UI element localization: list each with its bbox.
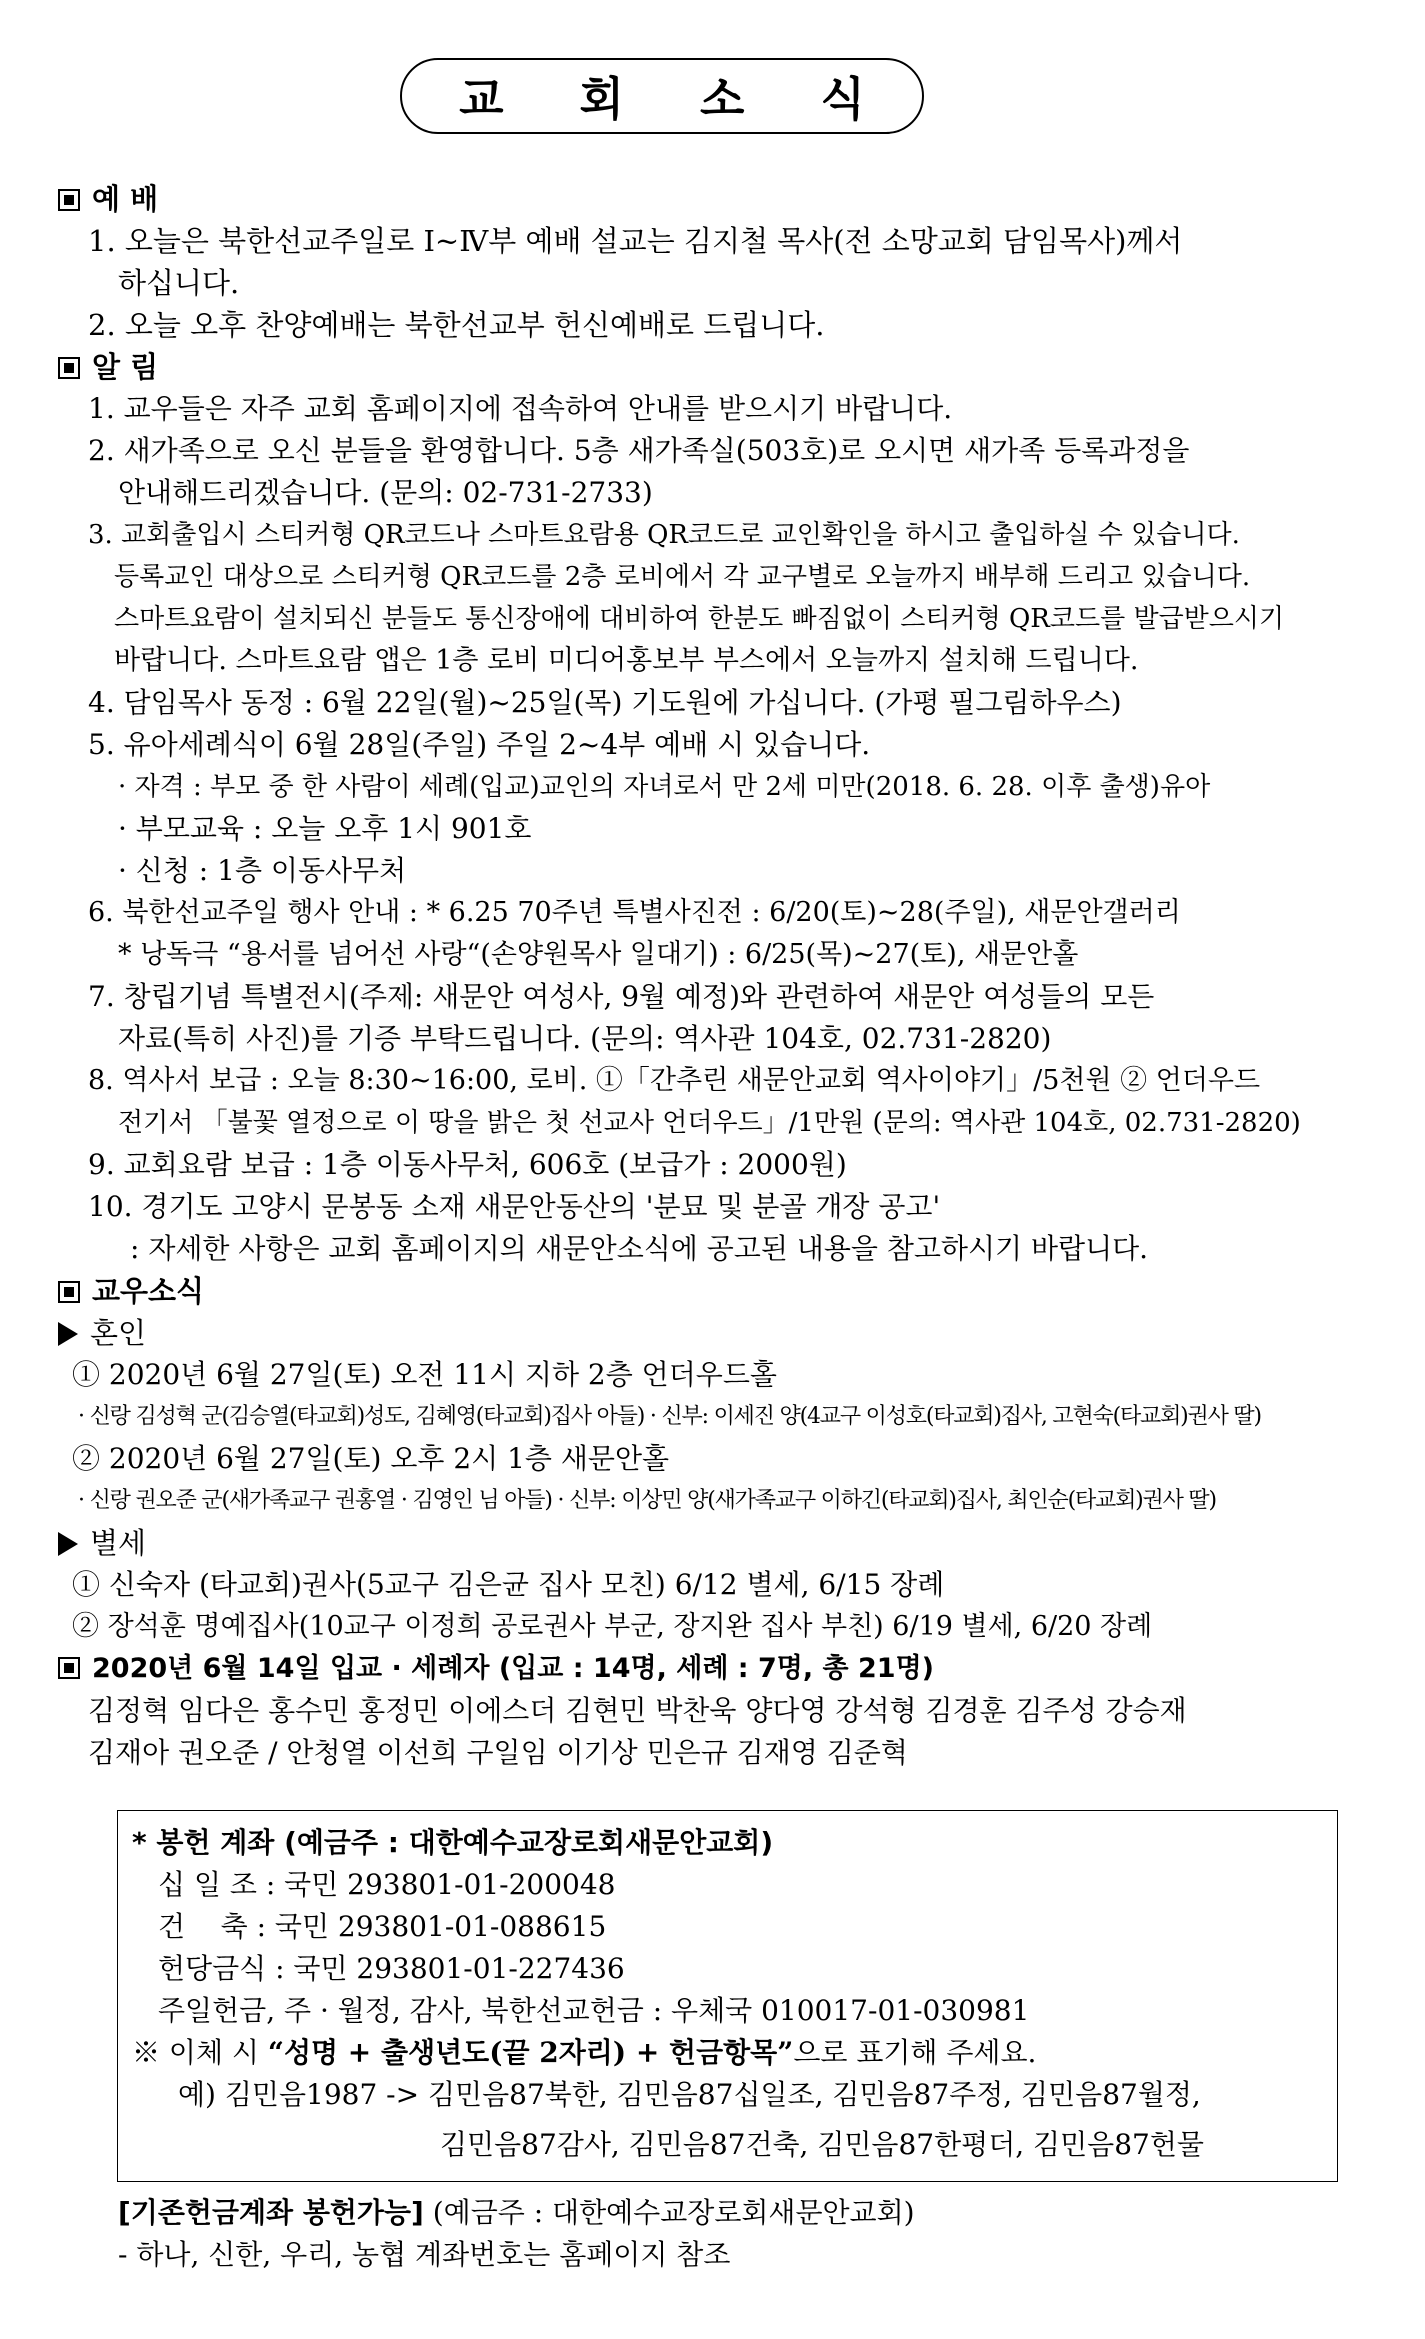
notice-line: 6. 북한선교주일 행사 안내 : * 6.25 70주년 특별사진전 : 6/20(토)~28(주일), 새문안갤러리 xyxy=(88,897,1181,928)
notice-line: 스마트요람이 설치되신 분들도 통신장애에 대비하여 한분도 빠짐없이 스티커형 QR코드를 발급받으시기 xyxy=(114,604,1285,634)
notice-line: 8. 역사서 보급 : 오늘 8:30~16:00, 로비. ①「간추린 새문안교회 역사이야기」/5천원 ② 언더우드 xyxy=(88,1065,1261,1096)
triangle-bullet-icon xyxy=(58,1322,78,1346)
notice-line: 5. 유아세례식이 6월 28일(주일) 주일 2~4부 예배 시 있습니다. xyxy=(88,728,871,761)
transfer-note: ※ 이체 시 “성명 + 출생년도(끝 2자리) + 헌금항목”으로 표기해 주세요. xyxy=(132,2036,1037,2069)
triangle-bullet-icon xyxy=(58,1532,78,1556)
worship-heading: 예 배 xyxy=(58,180,158,218)
worship-item: 2. 오늘 오후 찬양예배는 북한선교부 헌신예배로 드립니다. xyxy=(88,308,825,342)
accounts-heading: * 봉헌 계좌 (예금주 : 대한예수교장로회새문안교회) xyxy=(132,1826,774,1859)
notice-line: 등록교인 대상으로 스티커형 QR코드를 2층 로비에서 각 교구별로 오늘까지 배부해 드리고 있습니다. xyxy=(114,562,1251,592)
notice-line: 전기서 「불꽃 열정으로 이 땅을 밝은 첫 선교사 언더우드」/1만원 (문의: 역사관 104호, 02.731-2820) xyxy=(118,1108,1301,1138)
notice-line: · 자격 : 부모 중 한 사람이 세례(입교)교인의 자녀로서 만 2세 미만(2018. 6. 28. 이후 출생)유아 xyxy=(118,772,1211,802)
baptism-names: 김재아 권오준 / 안청열 이선희 구일임 이기상 민은규 김재영 김준혁 xyxy=(88,1736,908,1769)
wedding-line: · 신랑 권오준 군(새가족교구 권홍열 · 김영인 님 아들) · 신부: 이상민 양(새가족교구 이하긴(타교회)집사, 최인순(타교회)권사 딸) xyxy=(78,1488,1216,1513)
worship-item: 하십니다. xyxy=(118,266,240,300)
square-bullet-icon xyxy=(58,1657,80,1679)
notice-line: 7. 창립기념 특별전시(주제: 새문안 여성사, 9월 예정)와 관련하여 새문안 여성들의 모든 xyxy=(88,980,1155,1013)
wedding-line: · 신랑 김성혁 군(김승열(타교회)성도, 김혜영(타교회)집사 아들) · 신부: 이세진 양(4교구 이성호(타교회)집사, 고현숙(타교회)권사 딸) xyxy=(78,1404,1261,1429)
notice-line: 바랍니다. 스마트요람 앱은 1층 로비 미디어홍보부 부스에서 오늘까지 설치해 드립니다. xyxy=(114,645,1139,676)
notice-line: * 낭독극 “용서를 넘어선 사랑“(손양원목사 일대기) : 6/25(목)~27(토), 새문안홀 xyxy=(118,939,1079,970)
notice-line: 안내해드리겠습니다. (문의: 02-731-2733) xyxy=(118,476,653,509)
account-line: 건 축 : 국민 293801-01-088615 xyxy=(158,1910,607,1943)
title-box xyxy=(400,58,924,134)
account-line: 주일헌금, 주 · 월정, 감사, 북한선교헌금 : 우체국 010017-01-030981 xyxy=(158,1994,1030,2027)
notice-line: 자료(특히 사진)를 기증 부탁드립니다. (문의: 역사관 104호, 02.731-2820) xyxy=(118,1022,1052,1055)
example-line: 김민음87감사, 김민음87건축, 김민음87한평더, 김민음87헌물 xyxy=(440,2128,1204,2161)
notice-line: 1. 교우들은 자주 교회 홈페이지에 접속하여 안내를 받으시기 바랍니다. xyxy=(88,392,953,425)
notice-line: : 자세한 사항은 교회 홈페이지의 새문안소식에 공고된 내용을 참고하시기 바랍니다. xyxy=(130,1232,1149,1265)
account-line: 헌당금식 : 국민 293801-01-227436 xyxy=(158,1952,625,1985)
page-title: 교 회 소 식 xyxy=(459,72,895,126)
death-heading: 별세 xyxy=(58,1524,146,1562)
square-bullet-icon xyxy=(58,189,80,211)
members-heading: 교우소식 xyxy=(58,1272,204,1310)
account-line: 십 일 조 : 국민 293801-01-200048 xyxy=(158,1868,616,1901)
death-line: ① 신숙자 (타교회)권사(5교구 김은균 집사 모친) 6/12 별세, 6/15 장례 xyxy=(72,1568,945,1601)
wedding-line: ② 2020년 6월 27일(토) 오후 2시 1층 새문안홀 xyxy=(72,1442,670,1475)
notice-line: · 신청 : 1층 이동사무처 xyxy=(118,854,407,887)
notices-heading: 알 림 xyxy=(58,348,158,386)
existing-accounts-note: [기존헌금계좌 봉헌가능] (예금주 : 대한예수교장로회새문안교회) xyxy=(118,2196,915,2229)
example-line: 예) 김민음1987 -> 김민음87북한, 김민음87십일조, 김민음87주정, 김민음87월정, xyxy=(178,2078,1201,2111)
notice-line: 9. 교회요람 보급 : 1층 이동사무처, 606호 (보급가 : 2000원) xyxy=(88,1148,847,1181)
notice-line: 10. 경기도 고양시 문봉동 소재 새문안동산의 '분묘 및 분골 개장 공고' xyxy=(88,1190,941,1223)
square-bullet-icon xyxy=(58,1281,80,1303)
bank-note: - 하나, 신한, 우리, 농협 계좌번호는 홈페이지 참조 xyxy=(118,2238,731,2271)
wedding-line: ① 2020년 6월 27일(토) 오전 11시 지하 2층 언더우드홀 xyxy=(72,1358,777,1391)
notice-line: · 부모교육 : 오늘 오후 1시 901호 xyxy=(118,812,532,845)
notice-line: 3. 교회출입시 스티커형 QR코드나 스마트요람용 QR코드로 교인확인을 하시고 출입하실 수 있습니다. xyxy=(88,520,1240,550)
worship-item: 1. 오늘은 북한선교주일로 Ⅰ~Ⅳ부 예배 설교는 김지철 목사(전 소망교회 담임목사)께서 xyxy=(88,224,1183,258)
square-bullet-icon xyxy=(58,357,80,379)
death-line: ② 장석훈 명예집사(10교구 이정희 공로권사 부군, 장지완 집사 부친) 6/19 별세, 6/20 장례 xyxy=(72,1611,1153,1642)
notice-line: 4. 담임목사 동정 : 6월 22일(월)~25일(목) 기도원에 가십니다. (가평 필그림하우스) xyxy=(88,686,1122,719)
baptism-heading: 2020년 6월 14일 입교 · 세례자 (입교 : 14명, 세례 : 7명, 총 21명) xyxy=(58,1650,934,1688)
baptism-names: 김정혁 임다은 홍수민 홍정민 이에스더 김현민 박찬욱 양다영 강석형 김경훈 김주성 강승재 xyxy=(88,1694,1187,1727)
wedding-heading: 혼인 xyxy=(58,1314,146,1352)
notice-line: 2. 새가족으로 오신 분들을 환영합니다. 5층 새가족실(503호)로 오시면 새가족 등록과정을 xyxy=(88,434,1190,467)
